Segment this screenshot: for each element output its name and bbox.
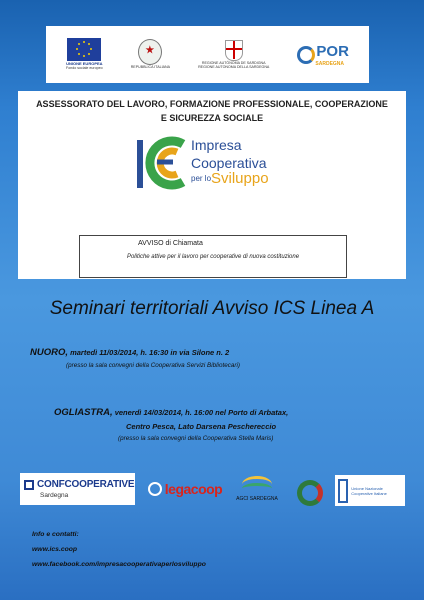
info-label: Info e contatti: [32, 531, 79, 538]
repubblica-logo [131, 31, 170, 79]
avviso-box [79, 235, 347, 278]
legacoop-label: legacoop [164, 480, 223, 497]
italian-emblem-icon [138, 39, 162, 65]
confcooperative-mark-icon [24, 480, 34, 490]
confcooperative-sub-label: Sardegna [40, 492, 69, 499]
assessorato-heading: ASSESSORATO DEL LAVORO, FORMAZIONE PROFESSIONALE, COOPERAZIONE E SICUREZZA SOCIALE [36, 99, 388, 123]
ics-small-mark-icon [297, 480, 323, 506]
confcooperative-logo [20, 473, 135, 505]
repubblica-label: REPUBBLICA ITALIANA [130, 65, 170, 70]
uci-mark-icon [338, 479, 348, 503]
event-details-2: Centro Pesca, Lato Darsena Peschereccio [126, 422, 277, 431]
event-place: OGLIASTRA, [54, 407, 113, 418]
event-note: (presso la sala convegni della Cooperativa Stella Maris) [118, 435, 274, 442]
por-label: POR [316, 42, 349, 60]
eu-flag-icon [67, 38, 101, 61]
uci-label: Unione Nazionale Cooperative Italiane [351, 485, 387, 496]
regione-label-1: REGIONE AUTÓNOMA DE SARDIGNA [201, 60, 266, 65]
avviso-subtitle: Politiche attive per il lavoro per cooperative di nuova costituzione [126, 254, 300, 260]
institutional-logo-strip [46, 26, 369, 83]
eu-label: UNIONE EUROPEA [66, 61, 103, 67]
regione-logo [198, 31, 269, 79]
uci-logo [335, 475, 405, 506]
regione-label-2: REGIONE AUTONOMA DELLA SARDEGNA [198, 65, 270, 69]
agci-logo [233, 472, 281, 506]
ics-logo [133, 130, 293, 202]
agci-arc-green [242, 483, 272, 494]
ics-small-logo [288, 470, 331, 515]
por-ring-icon [297, 46, 315, 64]
ics-word-impresa: Impresa [191, 137, 242, 153]
eu-logo [66, 31, 103, 79]
event-details: martedì 11/03/2014, h. 16:30 in via Silone n. 2 [70, 348, 230, 357]
ics-word-sviluppo: Sviluppo [211, 170, 269, 187]
sardinia-shield-icon [225, 40, 243, 61]
ics-word-cooperativa: Cooperativa [191, 155, 267, 171]
event-details: venerdì 14/03/2014, h. 16:00 nel Porto di Arbatax, [114, 408, 289, 417]
event-place: NUORO, [30, 347, 68, 358]
ics-logo-icon [133, 130, 191, 196]
seminar-title: Seminari territoriali Avviso ICS Linea A [49, 298, 375, 319]
website-link[interactable]: www.ics.coop [32, 546, 78, 553]
event-note: (presso la sala convegni della Cooperativa Servizi Bibliotecari) [66, 362, 240, 369]
agci-label: AGCI SARDEGNA [236, 496, 278, 502]
por-logo [297, 31, 349, 79]
por-sub-label: SARDEGNA [315, 60, 345, 67]
confcooperative-label: CONFCOOPERATIVE [37, 479, 135, 490]
facebook-link[interactable]: www.facebook.com/impresacooperativaperlosviluppo [32, 561, 206, 568]
event-ogliastra [54, 407, 288, 419]
ics-word-per-lo: per lo [191, 174, 212, 183]
legacoop-mark-icon [148, 482, 162, 496]
avviso-title: AVVISO di Chiamata [138, 240, 203, 247]
eu-fund-label: Fondo sociale europeo [66, 66, 103, 71]
event-nuoro [30, 347, 229, 359]
legacoop-logo [140, 475, 230, 502]
